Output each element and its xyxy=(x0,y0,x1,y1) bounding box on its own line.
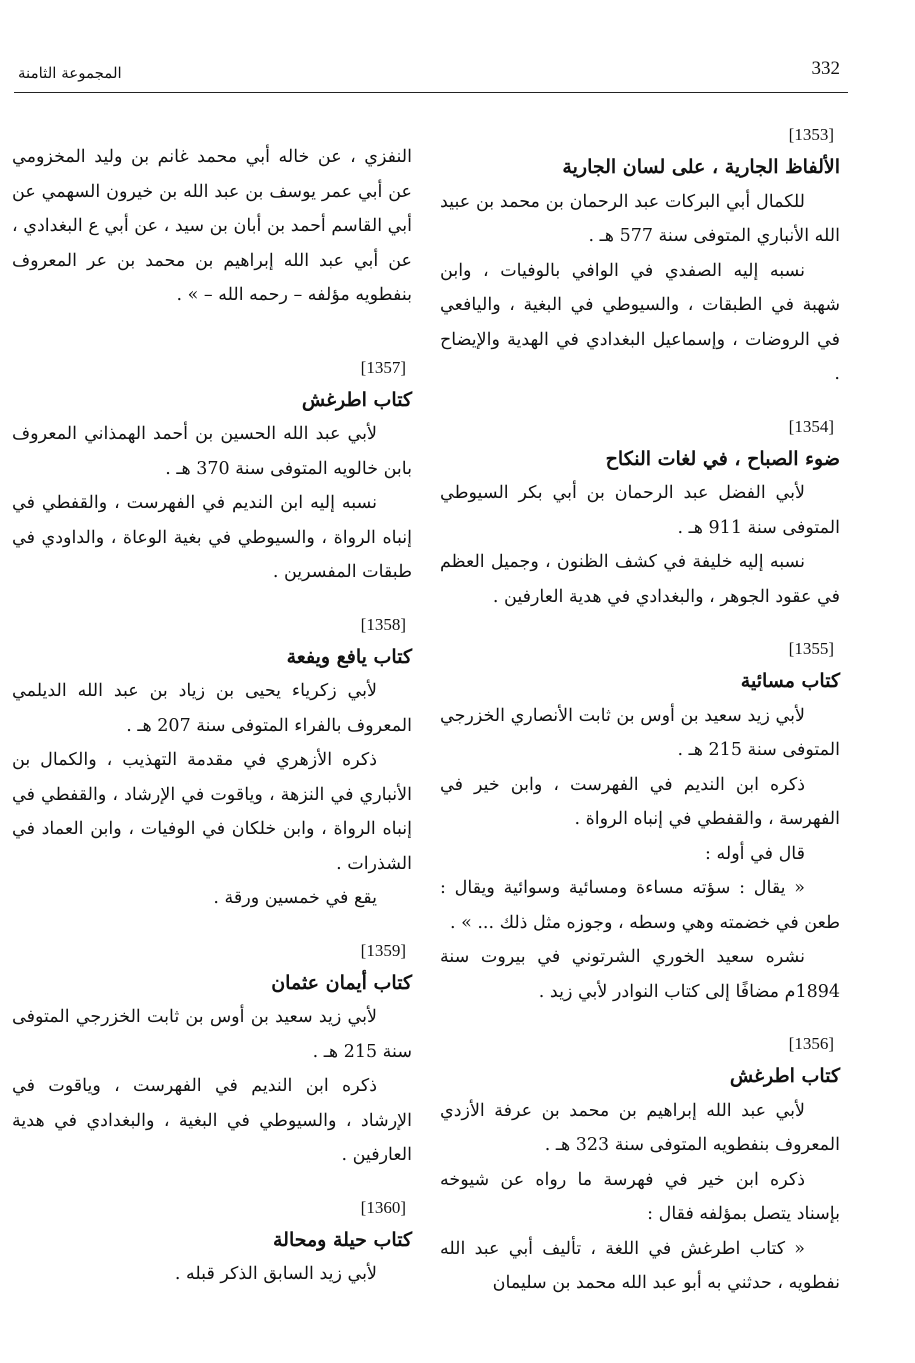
entry-paragraph: قال في أوله : xyxy=(705,843,805,864)
entry xyxy=(12,353,412,590)
entry-paragraph: لأبي زيد سعيد بن أوس بن ثابت الخزرجي المتوفى سنة 215 هـ . xyxy=(12,1007,412,1062)
entry-number: [1359] xyxy=(360,940,406,960)
entry-title: كتاب يافع ويفعة xyxy=(286,645,412,668)
entry-paragraph: نسبه إليه الصفدي في الوافي بالوفيات ، وابن شهبة في الطبقات ، والسيوطي في البغية ، واليافعي في الروضات ، وإسماعيل البغدادي في الهدية والإيضاح . xyxy=(440,260,840,384)
entry xyxy=(440,120,840,392)
entry-paragraph: ذكره ابن النديم في الفهرست ، وياقوت في الإرشاد ، والسيوطي في البغية ، والبغدادي في هدية العارفين . xyxy=(12,1076,412,1165)
entry-paragraph: ذكره ابن خير في فهرسة ما رواه عن شيوخه بإسناد يتصل بمؤلفه فقال : xyxy=(440,1169,840,1224)
entry-paragraph: يقع في خمسين ورقة . xyxy=(213,888,377,908)
entry-paragraph: نسبه إليه خليفة في كشف الظنون ، وجميل العظم في عقود الجوهر ، والبغدادي في هدية العارفين . xyxy=(440,552,840,607)
entry-paragraph: للكمال أبي البركات عبد الرحمان بن محمد بن عبيد الله الأنباري المتوفى سنة 577 هـ . xyxy=(440,191,840,246)
entry xyxy=(440,412,840,615)
entry xyxy=(440,634,840,1009)
entry-paragraph: لأبي عبد الله إبراهيم بن محمد بن عرفة الأزدي المعروف بنفطويه المتوفى سنة 323 هـ . xyxy=(440,1100,840,1155)
entry-number: [1357] xyxy=(360,357,406,377)
entry-number: [1355] xyxy=(788,639,834,658)
entry-title: الألفاظ الجارية ، على لسان الجارية xyxy=(562,156,840,178)
entry-paragraph: نسبه إليه ابن النديم في الفهرست ، والقفطي في إنباه الرواة ، والسيوطي في بغية الوعاة ، والداودي في طبقات المفسرين . xyxy=(12,493,412,582)
entry-title: كتاب مسائية xyxy=(740,670,840,692)
entry-title: ضوء الصباح ، في لغات النكاح xyxy=(605,447,840,470)
page-number: 332 xyxy=(811,58,840,79)
entry xyxy=(12,936,412,1173)
entry-paragraph: ذكره الأزهري في مقدمة التهذيب ، والكمال بن الأنباري في النزهة ، وياقوت في الإرشاد ، والقفطي في إنباه الرواة ، وابن خلكان في الوفيات ، وابن العماد في الشذرات . xyxy=(12,750,412,874)
left-column xyxy=(12,140,412,1312)
entry-paragraph: لأبي الفضل عبد الرحمان بن أبي بكر السيوطي المتوفى سنة 911 هـ . xyxy=(440,483,840,538)
entry-number: [1356] xyxy=(788,1034,834,1053)
entry-paragraph: لأبي زكرياء يحيى بن زياد بن عبد الله الديلمي المعروف بالفراء المتوفى سنة 207 هـ . xyxy=(12,681,412,736)
entry-paragraph: لأبي زيد سعيد بن أوس بن ثابت الأنصاري الخزرجي المتوفى سنة 215 هـ . xyxy=(440,705,840,760)
running-title: المجموعة الثامنة xyxy=(18,64,122,82)
right-column xyxy=(440,120,840,1321)
entry-paragraph: « كتاب اطرغش في اللغة ، تأليف أبي عبد الله نفطويه ، حدثني به أبو عبد الله محمد بن سليمان xyxy=(440,1238,840,1293)
entry-number: [1353] xyxy=(788,125,834,144)
entry-title: كتاب أيمان عثمان xyxy=(271,971,412,994)
entry-paragraph: لأبي زيد السابق الذكر قبله . xyxy=(174,1264,377,1284)
entry-paragraph: « يقال : سؤته مساءة ومسائية وسوائية ويقال : طعن في خضمته وهي وسطه ، وجوزه مثل ذلك ... » . xyxy=(440,878,840,933)
entry-paragraph: لأبي عبد الله الحسين بن أحمد الهمذاني المعروف بابن خالويه المتوفى سنة 370 هـ . xyxy=(12,424,412,479)
entry xyxy=(12,610,412,916)
entry-paragraph: نشره سعيد الخوري الشرتوني في بيروت سنة 1894م مضافًا إلى كتاب النوادر لأبي زيد . xyxy=(440,947,840,1002)
entry xyxy=(12,1193,412,1292)
entry-title: كتاب اطرغش xyxy=(301,388,412,411)
page-header xyxy=(14,52,848,93)
entry-title: كتاب اطرغش xyxy=(729,1065,840,1087)
entry xyxy=(440,1029,840,1301)
continuation-text: النفزي ، عن خاله أبي محمد غانم بن وليد المخزومي عن أبي عمر يوسف بن عبد الله بن خيرون السهمي عن أبي القاسم أحمد بن أبان بن سيد ، عن أبي ع البغدادي ، عن أبي عبد الله إبراهيم بن محمد بن عر المعروف بنفطويه مؤلفه – رحمه الله – » . xyxy=(12,147,412,305)
entry-paragraph: ذكره ابن النديم في الفهرست ، وابن خير في الفهرسة ، والقفطي في إنباه الرواة . xyxy=(440,774,840,829)
entry-number: [1358] xyxy=(360,614,406,634)
entry-title: كتاب حيلة ومحالة xyxy=(272,1228,412,1251)
entry-number: [1354] xyxy=(788,416,834,436)
entry-number: [1360] xyxy=(360,1197,406,1217)
